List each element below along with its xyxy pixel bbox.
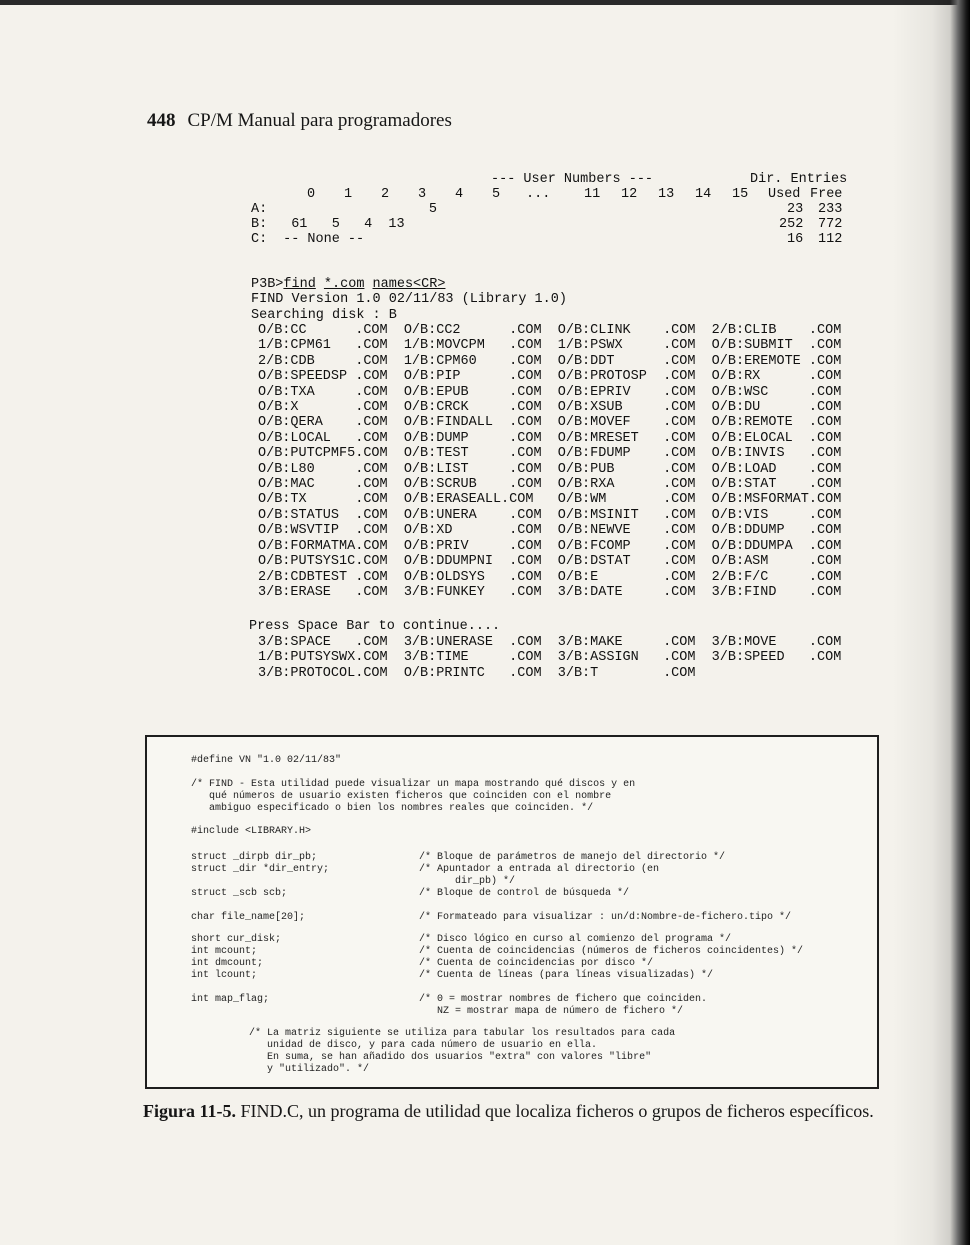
user-num-ellipsis: ... xyxy=(526,187,551,202)
code-line: unidad de disco, y para cada número de usuario en ella. xyxy=(249,1040,598,1051)
code-line: int lcount; xyxy=(191,970,258,981)
user-num: 5 xyxy=(492,187,501,202)
code-line xyxy=(419,982,803,994)
code-line: struct _dir *dir_entry; xyxy=(191,864,330,875)
user-num: 14 xyxy=(695,187,712,202)
drive-label: B: xyxy=(251,217,268,232)
list-item: O/B:L80 .COM O/B:LIST .COM O/B:PUB .COM O/B:LOAD .COM xyxy=(258,461,842,477)
code-line: short cur_disk; xyxy=(191,934,282,945)
code-line: /* Bloque de control de búsqueda */ xyxy=(419,888,630,899)
running-title: CP/M Manual para programadores xyxy=(187,110,452,131)
struct-comments xyxy=(419,852,791,924)
code-line xyxy=(191,900,329,912)
free-header: Free xyxy=(810,187,843,202)
used-count: 16 xyxy=(787,232,804,247)
list-item: O/B:PUTCPMF5.COM O/B:TEST .COM O/B:FDUMP .COM O/B:INVIS .COM xyxy=(258,446,842,462)
list-item: 2/B:CDBTEST .COM O/B:OLDSYS .COM O/B:E .COM 2/B:F/C .COM xyxy=(258,569,842,585)
command-word: find xyxy=(283,277,316,292)
dir-entries-title: Dir. Entries xyxy=(750,172,848,187)
code-line: /* Cuenta de coincidencias por disco */ xyxy=(419,958,654,969)
include-line: #include <LIBRARY.H> xyxy=(191,826,312,837)
free-count: 772 xyxy=(818,217,843,232)
user-num: 4 xyxy=(455,187,464,202)
list-item: 1/B:CPM61 .COM 1/B:MOVCPM .COM 1/B:PSWX .COM O/B:SUBMIT .COM xyxy=(258,338,842,354)
list-item: O/B:CC .COM O/B:CC2 .COM O/B:CLINK .COM 2/B:CLIB .COM xyxy=(258,323,842,338)
user-num: 11 xyxy=(584,187,601,202)
figure-label: Figura 11-5. xyxy=(143,1101,236,1121)
user-counts: 5 xyxy=(275,202,438,217)
free-count: 112 xyxy=(818,232,843,247)
list-item: 3/B:SPACE .COM 3/B:UNERASE .COM 3/B:MAKE .COM 3/B:MOVE .COM xyxy=(258,635,842,650)
used-header: Used xyxy=(768,187,801,202)
user-num: 1 xyxy=(344,187,353,202)
var-comments xyxy=(419,934,803,1018)
searching-line: Searching disk : B xyxy=(251,308,397,323)
var-declarations xyxy=(191,934,281,1006)
list-item: O/B:X .COM O/B:CRCK .COM O/B:XSUB .COM O/B:DU .COM xyxy=(258,400,842,416)
code-line: /* Cuenta de líneas (para líneas visualizadas) */ xyxy=(419,970,714,981)
free-count: 233 xyxy=(818,202,843,217)
file-listing-2 xyxy=(258,635,841,681)
code-line: /* Bloque de parámetros de manejo del directorio */ xyxy=(419,852,726,863)
user-numbers-title: --- User Numbers --- xyxy=(491,172,654,187)
command-option: names<CR> xyxy=(372,277,446,292)
list-item: O/B:PUTSYS1C.COM O/B:DDUMPNI .COM O/B:DSTAT .COM O/B:ASM .COM xyxy=(258,554,842,570)
drive-label: A: xyxy=(251,202,268,217)
list-item: O/B:LOCAL .COM O/B:DUMP .COM O/B:MRESET .COM O/B:ELOCAL .COM xyxy=(258,430,842,446)
used-count: 252 xyxy=(779,217,804,232)
user-counts: 61 5 4 13 xyxy=(275,217,405,232)
struct-declarations xyxy=(191,852,329,924)
code-line: /* Apuntador a entrada al directorio (en xyxy=(419,864,660,875)
user-num: 3 xyxy=(418,187,427,202)
define-line: #define VN "1.0 02/11/83" xyxy=(191,755,342,766)
list-item: 2/B:CDB .COM 1/B:CPM60 .COM O/B:DDT .COM O/B:EREMOTE .COM xyxy=(258,353,842,369)
code-line: /* Formateado para visualizar : un/d:Nombre-de-fichero.tipo */ xyxy=(419,912,792,923)
list-item: O/B:TX .COM O/B:ERASEALL.COM O/B:WM .COM O/B:MSFORMAT.COM xyxy=(258,492,842,508)
code-line: struct _dirpb dir_pb; xyxy=(191,852,318,863)
code-line: ambiguo especificado o bien los nombres reales que coinciden. */ xyxy=(191,803,594,814)
drive-label: C: xyxy=(251,232,268,247)
code-line: /* Disco lógico en curso al comienzo del programa */ xyxy=(419,934,732,945)
press-space-line: Press Space Bar to continue.... xyxy=(249,619,501,634)
code-line xyxy=(191,876,329,888)
user-num: 13 xyxy=(658,187,675,202)
prompt: P3B> xyxy=(251,277,284,292)
user-num: 15 xyxy=(732,187,749,202)
code-line: int map_flag; xyxy=(191,994,270,1005)
code-line: struct _scb scb; xyxy=(191,888,288,899)
code-line: /* 0 = mostrar nombres de fichero que coinciden. xyxy=(419,994,708,1005)
list-item: O/B:STATUS .COM O/B:UNERA .COM O/B:MSINIT .COM O/B:VIS .COM xyxy=(258,507,842,523)
code-line: En suma, se han añadido dos usuarios "extra" con valores "libre" xyxy=(249,1052,652,1063)
list-item: O/B:MAC .COM O/B:SCRUB .COM O/B:RXA .COM O/B:STAT .COM xyxy=(258,477,842,493)
user-num: 0 xyxy=(307,187,316,202)
code-line: y "utilizado". */ xyxy=(249,1064,370,1075)
used-count: 23 xyxy=(787,202,804,217)
code-line: /* Cuenta de coincidencias (números de ficheros coincidentes) */ xyxy=(419,946,804,957)
user-counts: -- None -- xyxy=(275,232,365,247)
page-number: 448 xyxy=(147,110,176,131)
source-code-box xyxy=(145,735,879,1089)
code-line: char file_name[20]; xyxy=(191,912,306,923)
command-line xyxy=(251,277,445,292)
code-line xyxy=(191,982,281,994)
list-item: O/B:WSVTIP .COM O/B:XD .COM O/B:NEWVE .COM O/B:DDUMP .COM xyxy=(258,523,842,539)
list-item: 3/B:ERASE .COM 3/B:FUNKEY .COM 3/B:DATE .COM 3/B:FIND .COM xyxy=(258,584,842,600)
intro-comment xyxy=(191,779,635,815)
code-line: int mcount; xyxy=(191,946,258,957)
list-item: O/B:SPEEDSP .COM O/B:PIP .COM O/B:PROTOSP .COM O/B:RX .COM xyxy=(258,369,842,385)
user-num: 12 xyxy=(621,187,638,202)
code-line: /* FIND - Esta utilidad puede visualizar un mapa mostrando qué discos y en xyxy=(191,779,636,790)
list-item: O/B:TXA .COM O/B:EPUB .COM O/B:EPRIV .COM O/B:WSC .COM xyxy=(258,384,842,400)
list-item: 1/B:PUTSYSWX.COM 3/B:TIME .COM 3/B:ASSIGN .COM 3/B:SPEED .COM xyxy=(258,650,842,666)
version-line: FIND Version 1.0 02/11/83 (Library 1.0) xyxy=(251,292,567,307)
running-header xyxy=(147,110,452,132)
user-num: 2 xyxy=(381,187,390,202)
final-comment xyxy=(249,1028,675,1076)
code-line: /* La matriz siguiente se utiliza para tabular los resultados para cada xyxy=(249,1028,676,1039)
top-edge-rule xyxy=(0,0,970,5)
list-item: O/B:FORMATMA.COM O/B:PRIV .COM O/B:FCOMP .COM O/B:DDUMPA .COM xyxy=(258,538,842,554)
command-pattern: *.com xyxy=(323,277,365,292)
code-line xyxy=(419,900,791,912)
code-line: dir_pb) */ xyxy=(419,876,516,887)
file-listing-1 xyxy=(258,323,841,600)
code-line: NZ = mostrar mapa de número de fichero */ xyxy=(419,1006,684,1017)
figure-caption-text: FIND.C, un programa de utilidad que localiza ficheros o grupos de ficheros específicos. xyxy=(240,1101,874,1121)
code-line: qué números de usuario existen ficheros que coinciden con el nombre xyxy=(191,791,612,802)
list-item: O/B:QERA .COM O/B:FINDALL .COM O/B:MOVEF .COM O/B:REMOTE .COM xyxy=(258,415,842,431)
figure-caption xyxy=(143,1101,888,1122)
book-binding-shadow xyxy=(892,0,970,1245)
list-item: 3/B:PROTOCOL.COM O/B:PRINTC .COM 3/B:T .COM xyxy=(258,665,696,681)
code-line: int dmcount; xyxy=(191,958,264,969)
